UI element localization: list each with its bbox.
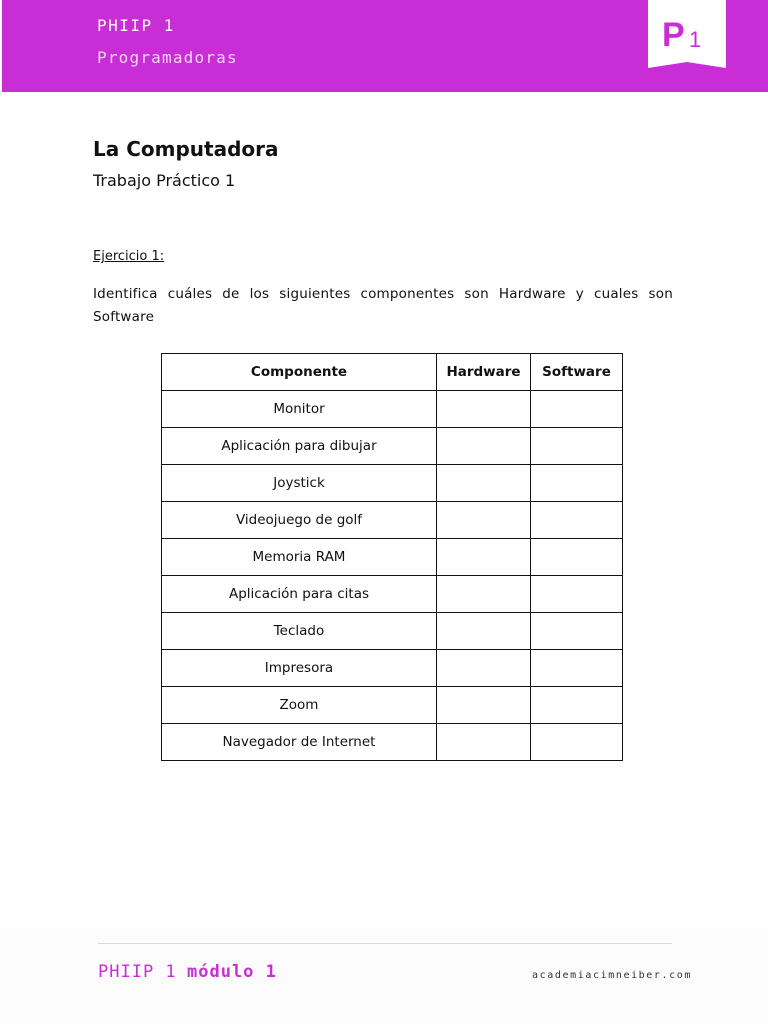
hardware-cell[interactable] [437, 465, 531, 502]
hardware-cell[interactable] [437, 687, 531, 724]
exercise-instructions: Identifica cuáles de los siguientes componentes son Hardware y cuales son Software [93, 286, 673, 325]
component-cell: Monitor [162, 391, 437, 428]
column-header-componente: Componente [162, 354, 437, 391]
p1-logo-icon [648, 0, 726, 68]
footer-divider [98, 943, 672, 944]
hardware-cell[interactable] [437, 502, 531, 539]
software-cell[interactable] [531, 502, 623, 539]
software-cell[interactable] [531, 650, 623, 687]
table-row [162, 539, 623, 576]
hardware-cell[interactable] [437, 724, 531, 761]
hardware-cell[interactable] [437, 613, 531, 650]
page-header [2, 0, 768, 92]
table-header-row [162, 354, 623, 391]
software-cell[interactable] [531, 724, 623, 761]
software-cell[interactable] [531, 687, 623, 724]
document-subtitle: Trabajo Práctico 1 [93, 171, 236, 190]
component-cell: Videojuego de golf [162, 502, 437, 539]
table-row [162, 724, 623, 761]
hardware-cell[interactable] [437, 391, 531, 428]
hardware-cell[interactable] [437, 539, 531, 576]
table-row [162, 576, 623, 613]
footer-brand: PHIIP 1 [98, 962, 177, 982]
table-row [162, 650, 623, 687]
hardware-cell[interactable] [437, 428, 531, 465]
software-cell[interactable] [531, 465, 623, 502]
hardware-cell[interactable] [437, 576, 531, 613]
footer-website: academiacimneiber.com [532, 970, 693, 981]
software-cell[interactable] [531, 613, 623, 650]
column-header-software: Software [531, 354, 623, 391]
component-cell: Impresora [162, 650, 437, 687]
component-cell: Aplicación para citas [162, 576, 437, 613]
brand-subtitle: Programadoras [97, 48, 238, 67]
component-cell: Navegador de Internet [162, 724, 437, 761]
exercise-heading: Ejercicio 1: [93, 249, 165, 264]
software-cell[interactable] [531, 391, 623, 428]
table-row [162, 465, 623, 502]
component-cell: Zoom [162, 687, 437, 724]
table-row [162, 428, 623, 465]
logo-letter-p: P [662, 16, 685, 54]
component-cell: Aplicación para dibujar [162, 428, 437, 465]
components-table [161, 353, 623, 761]
column-header-hardware: Hardware [437, 354, 531, 391]
table-row [162, 687, 623, 724]
software-cell[interactable] [531, 539, 623, 576]
table-row [162, 391, 623, 428]
software-cell[interactable] [531, 576, 623, 613]
footer-module: módulo 1 [187, 962, 277, 982]
hardware-cell[interactable] [437, 650, 531, 687]
logo-number: 1 [689, 27, 702, 52]
component-cell: Teclado [162, 613, 437, 650]
brand-title: PHIIP 1 [97, 16, 175, 35]
component-cell: Memoria RAM [162, 539, 437, 576]
component-cell: Joystick [162, 465, 437, 502]
software-cell[interactable] [531, 428, 623, 465]
document-title: La Computadora [93, 137, 279, 161]
table-row [162, 502, 623, 539]
table-row [162, 613, 623, 650]
